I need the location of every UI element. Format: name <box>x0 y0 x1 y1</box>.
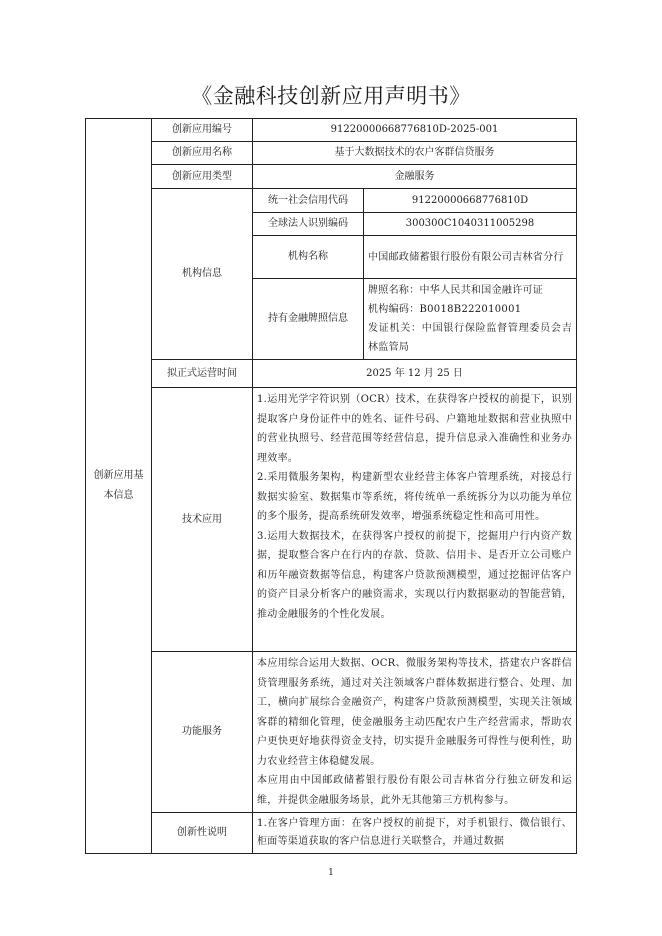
innovation-label: 创新性说明 <box>152 813 253 854</box>
section-label-cell <box>86 119 152 854</box>
license-code-line: 机构编码：B0018B222010001 <box>368 304 522 315</box>
license-label: 持有金融牌照信息 <box>253 279 364 360</box>
launch-time-value: 2025 年 12 月 25 日 <box>253 360 577 388</box>
lei-label: 全球法人识别编码 <box>253 213 364 236</box>
license-value <box>364 279 577 360</box>
credit-code-label: 统一社会信用代码 <box>253 189 364 213</box>
lei-value: 300300C1040311005298 <box>364 213 577 236</box>
credit-code-value: 91220000668776810D <box>364 189 577 213</box>
launch-time-label: 拟正式运营时间 <box>152 360 253 388</box>
tech-label: 技术应用 <box>152 388 253 652</box>
license-name-line: 牌照名称：中华人民共和国金融许可证 <box>368 285 544 296</box>
app-name-value: 基于大数据技术的农户客群信贷服务 <box>253 142 577 165</box>
section-label: 创新应用基本信息 <box>93 470 144 501</box>
page-number: 1 <box>328 868 334 878</box>
tech-paragraph: 2.采用微服务架构，构建新型农业经营主体客户管理系统，对接总行数据实验室、数据集市等系统，将传统单一系统拆分为以功能为单位的多个服务，提高系统研发效率，增强系统稳定性和高可用性。 <box>257 472 572 522</box>
document-title: 《金融科技创新应用声明书》 <box>191 84 471 108</box>
function-content <box>253 652 577 813</box>
app-number-value: 91220000668776810D-2025-001 <box>253 119 577 142</box>
app-number-label: 创新应用编号 <box>152 119 253 142</box>
function-label: 功能服务 <box>152 652 253 813</box>
tech-paragraph: 3.运用大数据技术，在获得客户授权的前提下，挖掘用户行内资产数据，提取整合客户在行内的存款、贷款、信用卡、是否开立公司账户和历年融资数据等信息，构建客户贷款预测模型，通过挖掘评估客户的资产目录分析客户的融资需求，实现以行内数据驱动的智能营销，推动金融服务的个性化发展。 <box>257 530 572 620</box>
declaration-table <box>85 118 577 854</box>
org-info-label: 机构信息 <box>152 189 253 360</box>
app-name-label: 创新应用名称 <box>152 142 253 165</box>
tech-content <box>253 388 577 652</box>
app-type-value: 金融服务 <box>253 165 577 189</box>
function-paragraph: 本应用综合运用大数据、OCR、微服务架构等技术，搭建农户客群信贷管理服务系统，通过对关注领域客户群体数据进行整合、处理、加工，横向扩展综合金融资产，构建客户贷款预测模型，实现关注领域客群的精细化管理，使金融服务主动匹配农户生产经营需求，帮助农户更快更好地获得资金支持，切实提升金融服务可得性与便利性，助力农业经营主体稳健发展。 <box>257 658 572 767</box>
tech-paragraph: 1.运用光学字符识别（OCR）技术，在获得客户授权的前提下，识别提取客户身份证件中的姓名、证件号码、户籍地址数据和营业执照中的营业执照号、经营范围等经营信息，提升信息录入准确性和业务办理效率。 <box>257 394 572 464</box>
license-issuer-line: 发证机关：中国银行保险监督管理委员会吉林监管局 <box>368 323 572 353</box>
org-name-label: 机构名称 <box>253 236 364 279</box>
org-name-value: 中国邮政储蓄银行股份有限公司吉林省分行 <box>364 236 577 279</box>
app-type-label: 创新应用类型 <box>152 165 253 189</box>
function-paragraph: 本应用由中国邮政储蓄银行股份有限公司吉林省分行独立研发和运维，并提供金融服务场景，此外无其他第三方机构参与。 <box>257 775 572 806</box>
innovation-content: 1.在客户管理方面：在客户授权的前提下，对手机银行、微信银行、柜面等渠道获取的客户信息进行关联整合，并通过数据 <box>253 813 577 854</box>
